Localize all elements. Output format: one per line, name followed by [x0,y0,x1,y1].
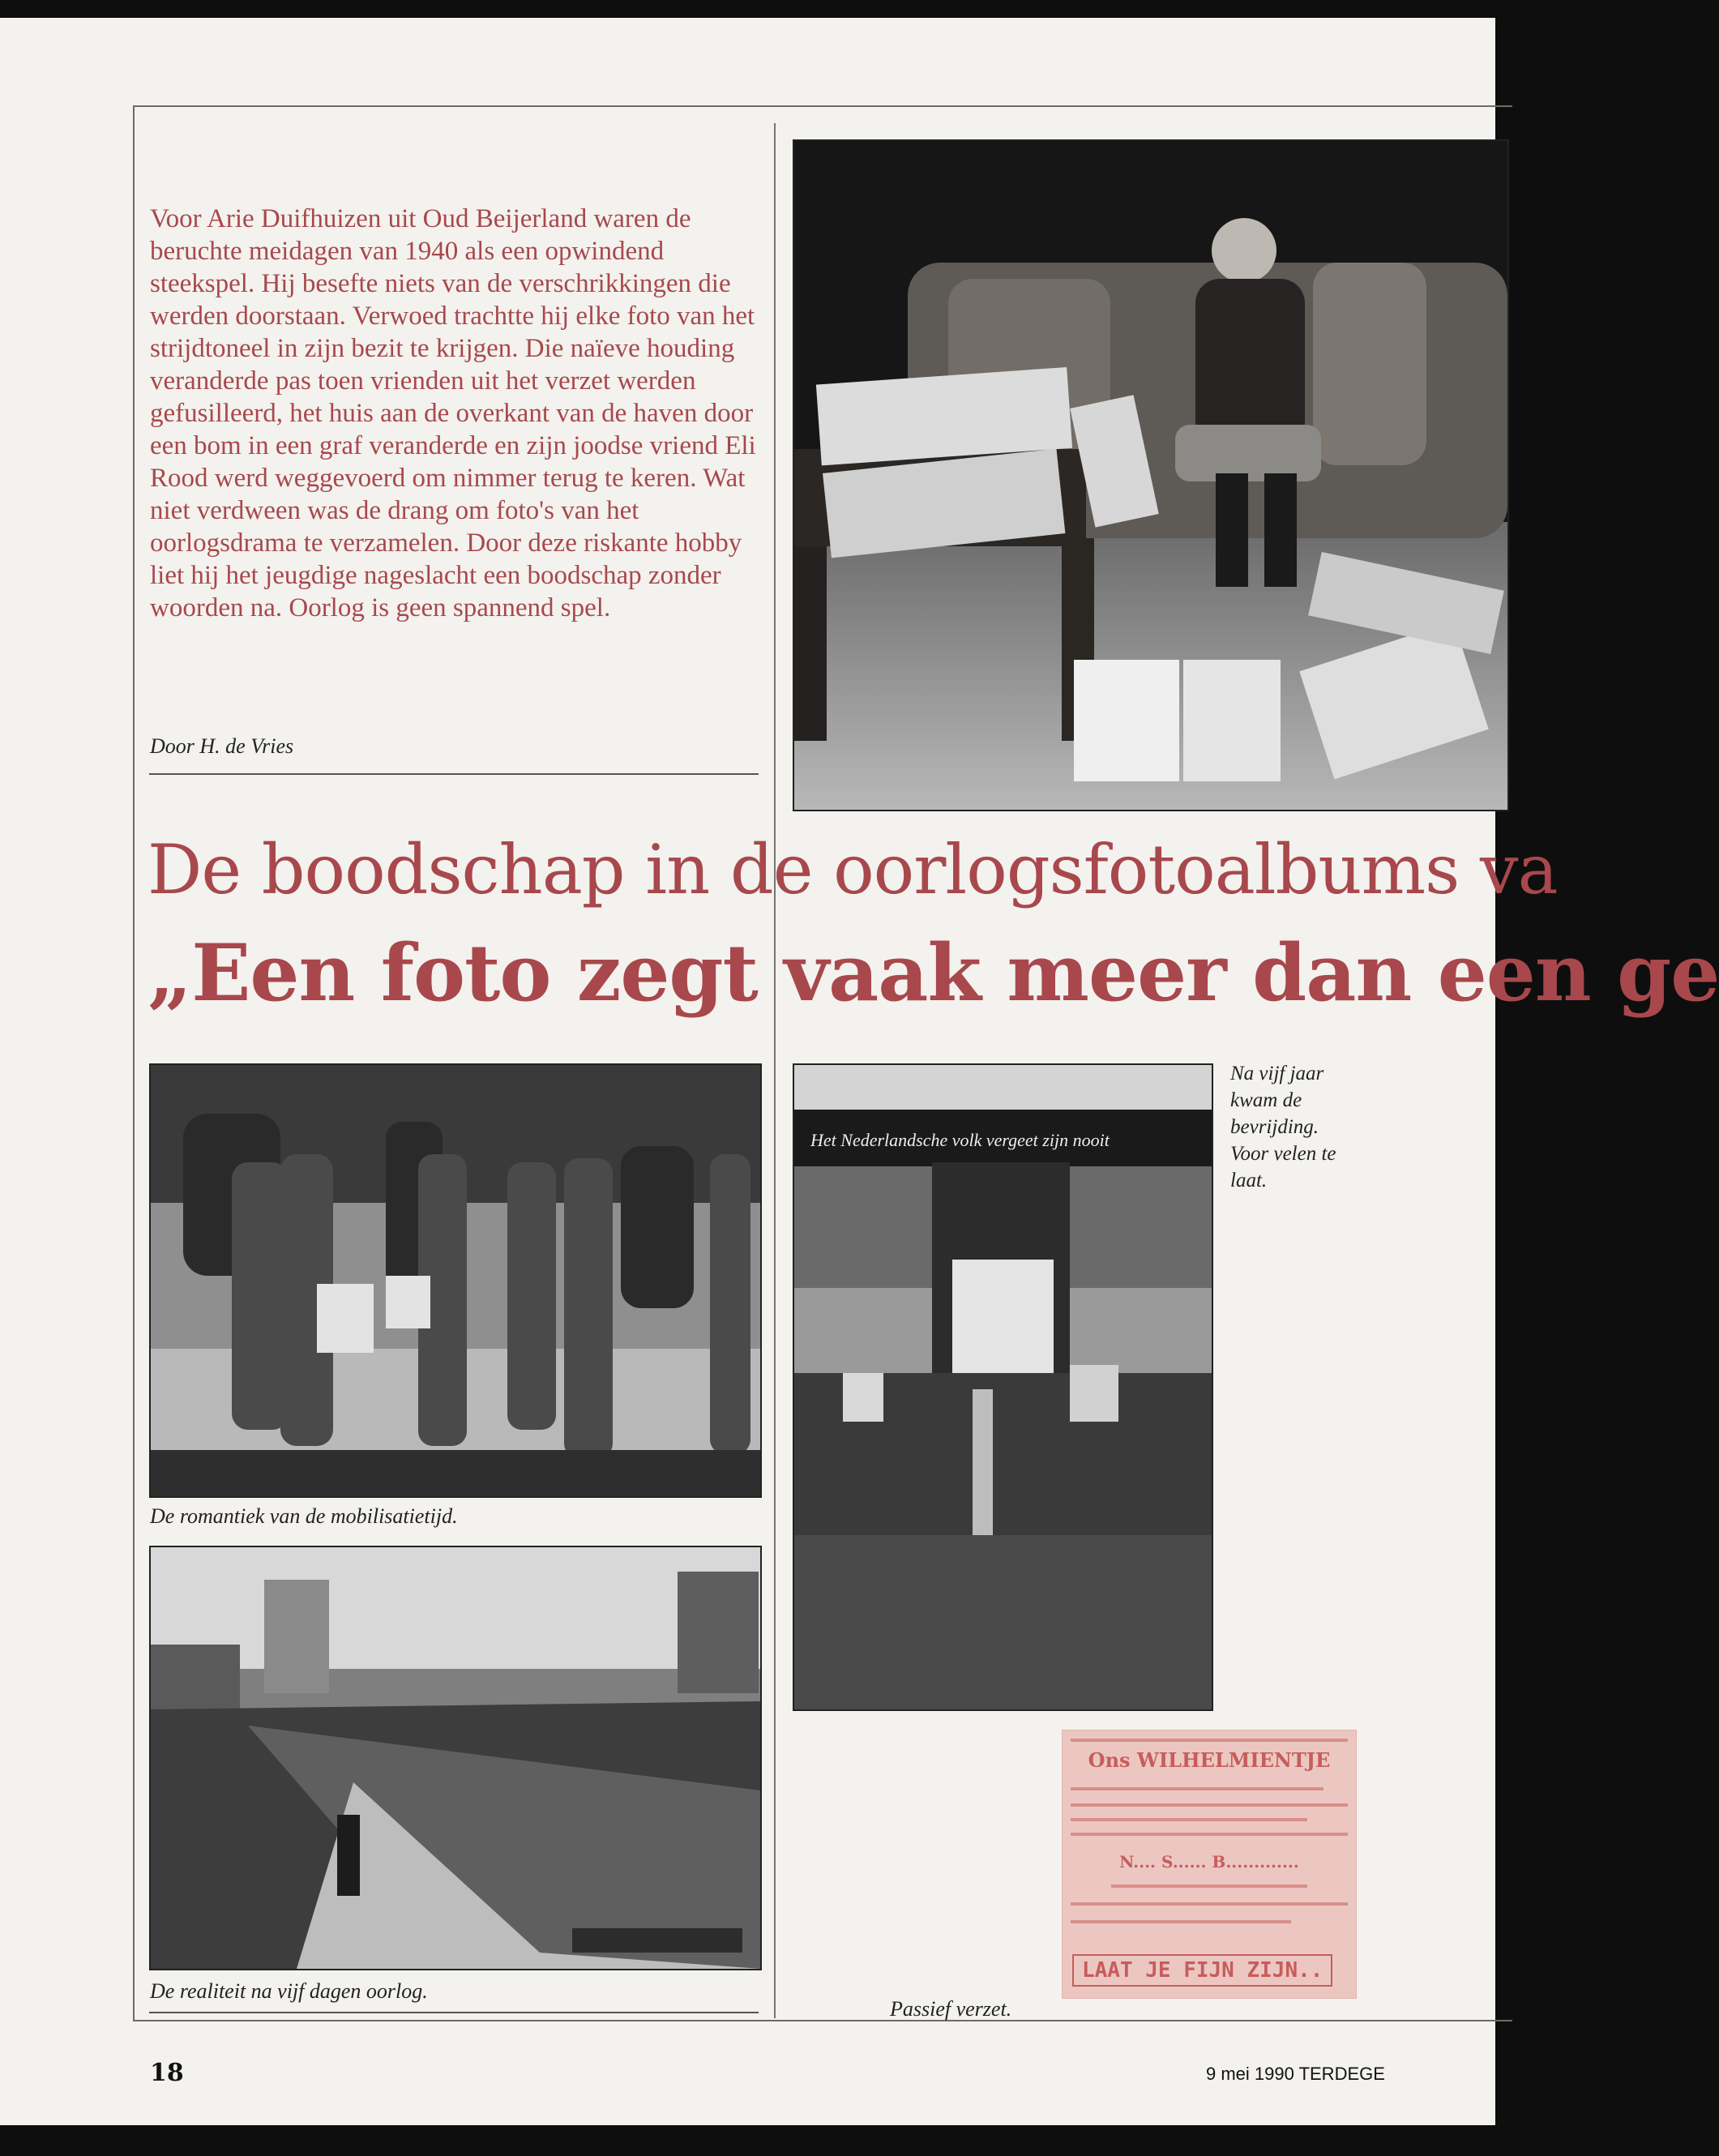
clipping-line [1071,1818,1307,1821]
byline: Door H. de Vries [150,734,294,758]
magazine-page [0,18,1719,2125]
clipping-title: Ons WILHELMIENTJE [1088,1748,1331,1772]
caption-liberation: Na vijf jaar kwam de bevrijding. Voor velen te laat. [1230,1063,1336,1191]
column-divider [774,123,776,2018]
clipping-line [1071,1833,1348,1836]
footer-date: 9 mei 1990 TERDEGE [1206,2064,1385,2084]
photo-ruined-city [149,1546,762,1970]
byline-rule [149,773,759,775]
photo-man-with-albums [793,139,1509,811]
caption-rule [149,2012,759,2013]
page-number: 18 [150,2059,184,2087]
photo-mobilisation-soldiers [149,1063,762,1498]
clipping-line [1111,1884,1307,1888]
clipping-wilhelmientje [1062,1730,1357,1999]
clipping-middle: N.... S...... B............. [1119,1852,1299,1872]
memorial-banner-text: Het Nederlandsche volk vergeet zijn nooit [810,1130,1110,1150]
clipping-line [1071,1803,1348,1807]
headline-line-2: „Een foto zegt vaak meer dan een ge [148,927,1719,1019]
caption-reality: De realiteit na vijf dagen oorlog. [150,1979,428,2003]
clipping-line [1071,1902,1348,1906]
caption-resistance: Passief verzet. [890,1997,1012,2021]
clipping-line [1071,1787,1323,1790]
photo-memorial [793,1063,1213,1711]
intro-paragraph: Voor Arie Duifhuizen uit Oud Beijerland waren de beruchte meidagen van 1940 als een opwindend steekspel. Hij besefte niets van de verschrikkingen die werden doorstaan. Verwoed trachtte hij elke foto van het strijdtoneel in zijn bezit te krijgen. Die naïeve houding veranderde pas toen vrienden uit het verzet werden gefusilleerd, het huis aan de overkant van de haven door een bom in een graf veranderde en zijn joodse vriend Eli Rood werd weggevoerd om nimmer terug te keren. Wat niet verdween was de drang om foto's van het oorlogsdrama te verzamelen. Door deze riskante hobby liet hij het jeugdige nageslacht een boodschap zonder woorden na. Oorlog is geen spannend spel. [150,204,756,622]
headline-line-1: De boodschap in de oorlogsfotoalbums va [148,830,1558,909]
clipping-line [1071,1739,1348,1742]
clipping-line [1071,1920,1291,1923]
caption-mobilisation: De romantiek van de mobilisatietijd. [150,1504,458,1528]
clipping-slogan: LAAT JE FIJN ZIJN.. [1072,1954,1332,1987]
